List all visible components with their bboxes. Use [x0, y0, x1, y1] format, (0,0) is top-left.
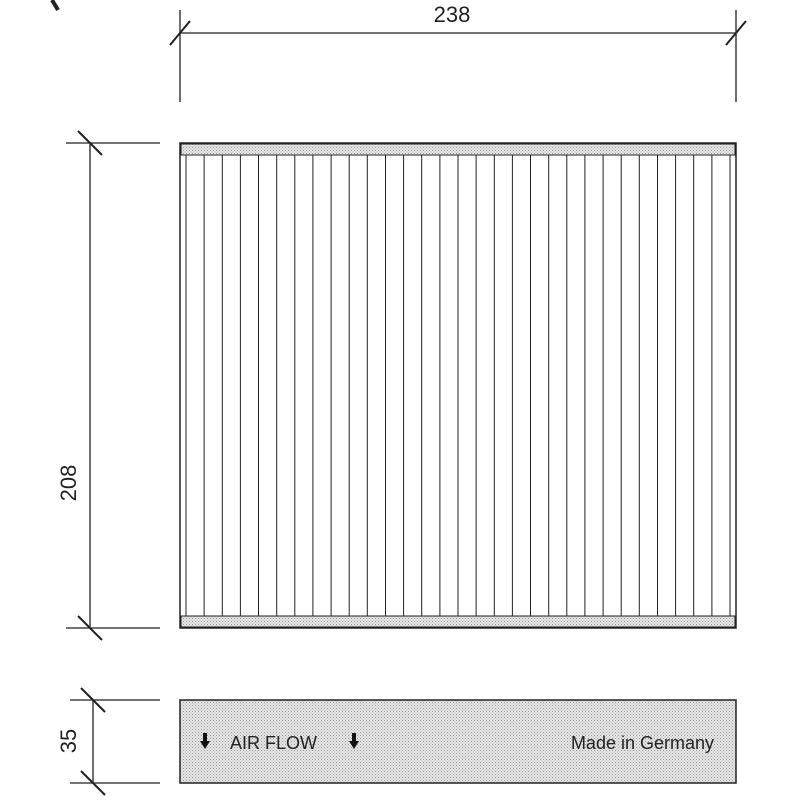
filter-bottom-frame	[181, 616, 735, 627]
width-label: 238	[433, 2, 471, 27]
filter-top-frame	[181, 144, 735, 155]
depth-label: 35	[56, 728, 81, 754]
origin-label: Made in Germany	[570, 733, 714, 753]
depth-dimension	[70, 688, 160, 795]
filter-side-view	[180, 700, 736, 783]
filter-front-view	[180, 143, 736, 628]
height-label: 208	[56, 464, 81, 502]
airflow-label: AIR FLOW	[230, 733, 318, 753]
height-dimension	[66, 131, 160, 640]
corner-mark	[52, 0, 58, 10]
